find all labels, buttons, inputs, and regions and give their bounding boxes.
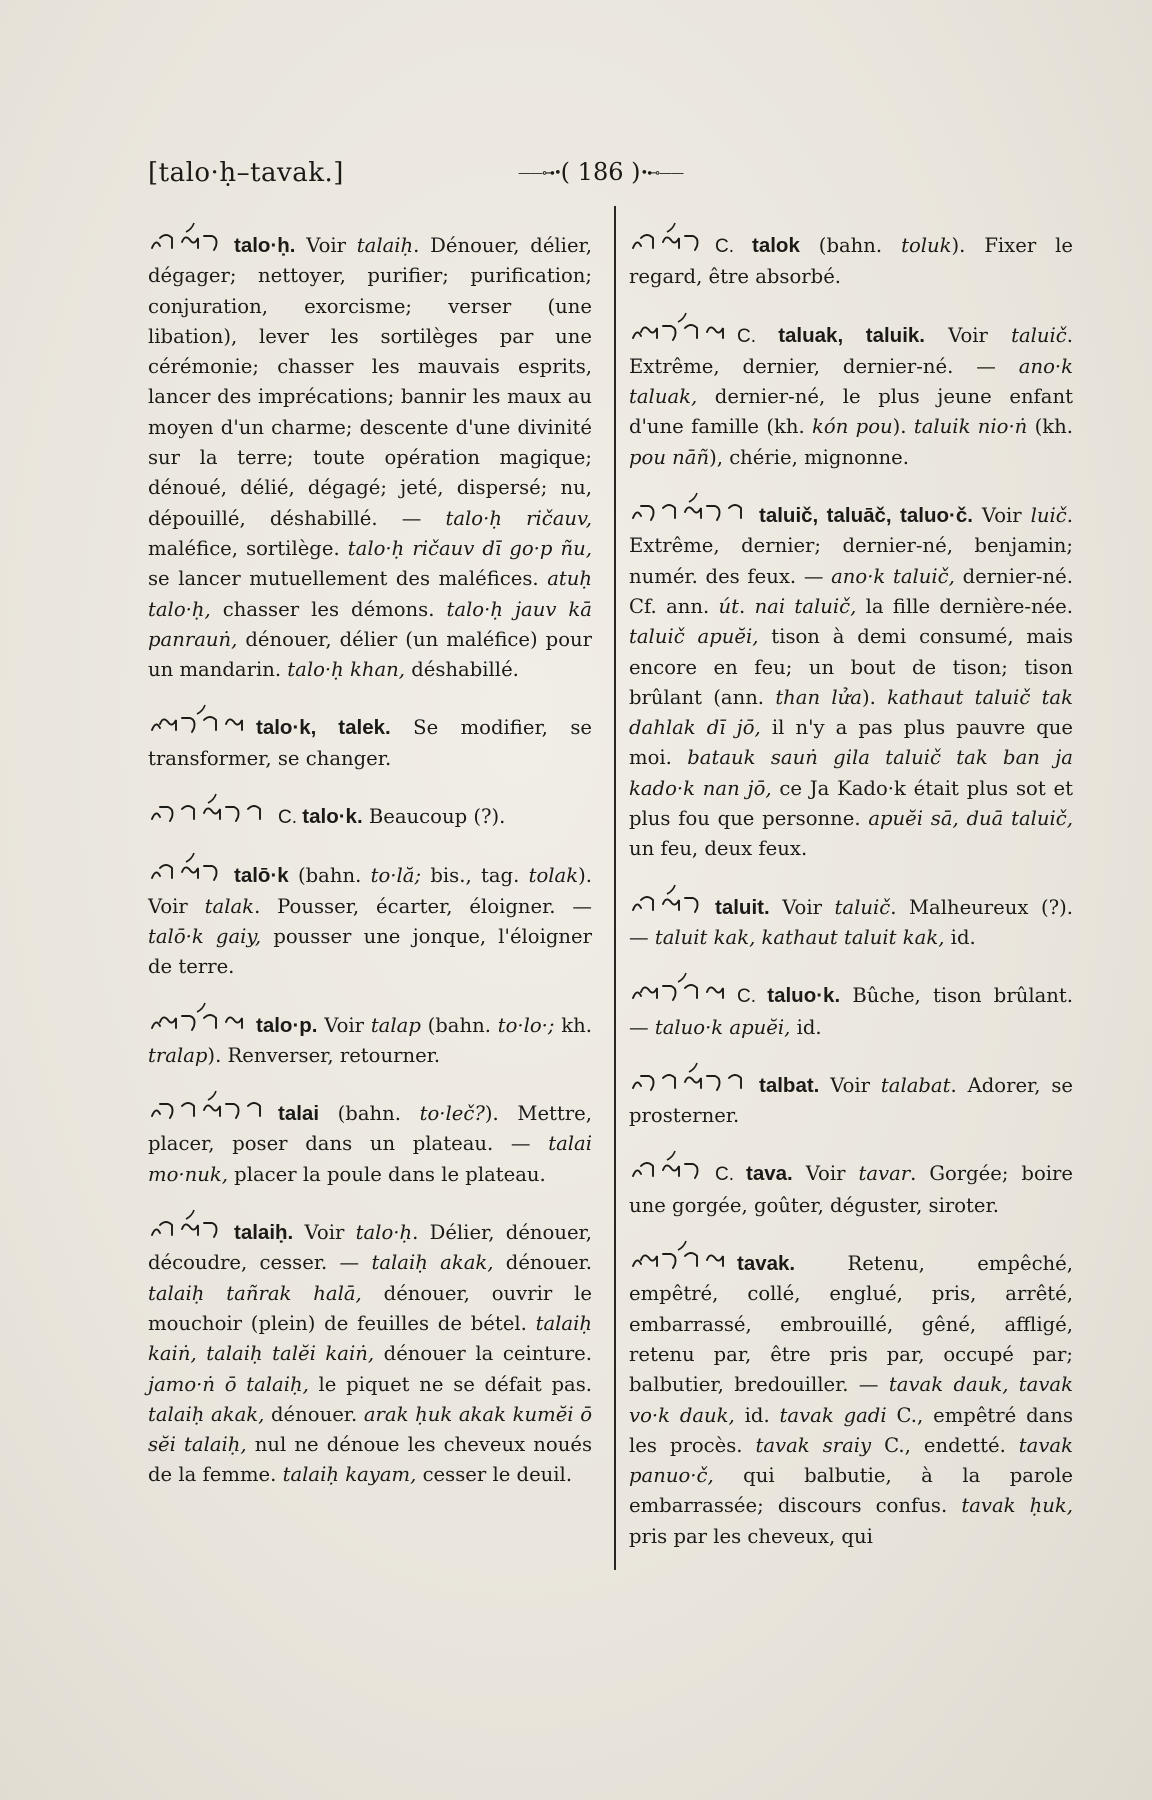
entry-definition: (bahn.: [288, 864, 371, 888]
dictionary-entry: [629, 1150, 1073, 1221]
entry-text: [629, 312, 1073, 473]
dictionary-entry: [629, 492, 1073, 865]
ornament-right-icon: •⊷——: [640, 166, 684, 181]
entry-definition: . Malheureux (?). —: [629, 895, 1073, 949]
entry-headword: tavak.: [737, 1252, 796, 1276]
entry-example: taluič apuĕi,: [629, 625, 759, 649]
dictionary-entry: [629, 1062, 1073, 1132]
entry-prefix: C.: [737, 325, 779, 347]
dictionary-entry: [148, 1002, 592, 1072]
entry-definition: id.: [944, 925, 976, 949]
entry-definition: ). Fixer le regard, être absorbé.: [629, 234, 1073, 289]
cham-script-icon: [629, 222, 705, 256]
entry-text: [629, 222, 1073, 293]
entry-definition: la fille dernière-née.: [856, 594, 1073, 618]
entry-example: út: [718, 594, 740, 618]
entry-example: talaiḥ tañrak halā,: [148, 1281, 362, 1305]
entry-headword: taluit.: [715, 895, 770, 919]
cham-script-icon: [629, 492, 749, 526]
entry-prefix: C.: [737, 986, 768, 1008]
page-header: [148, 158, 708, 198]
dictionary-entry: [148, 793, 592, 833]
entry-definition: (kh.: [1027, 415, 1074, 439]
entry-example: atuḥ talo·ḥ,: [148, 567, 592, 621]
entry-text: [148, 852, 592, 982]
page-number: 186: [577, 158, 624, 186]
entry-definition: le piquet ne se défait pas.: [308, 1372, 592, 1396]
entry-definition: chasser les démons.: [210, 597, 447, 621]
entry-text: [148, 704, 592, 774]
entry-text: [148, 1090, 592, 1190]
dictionary-entry: [148, 222, 592, 685]
entry-example: taluit kak, kathaut taluit kak,: [654, 925, 945, 949]
entry-definition: qui balbutie, à la parole embarrassée; discours confus.: [629, 1464, 1073, 1518]
dictionary-entry: [148, 1090, 592, 1190]
entry-example: pou nāñ: [629, 445, 710, 469]
entry-headword: talai: [278, 1102, 320, 1126]
entry-headword: talo·k, talek.: [256, 716, 391, 740]
entry-text: [629, 1240, 1073, 1552]
entry-definition: id.: [790, 1015, 822, 1039]
entry-definition: ). Renverser, retourner.: [207, 1043, 441, 1067]
entry-example: ano·k taluak,: [629, 354, 1073, 409]
entry-definition: . Dénouer, délier, dégager; nettoyer, purifier; purification; conjuration, exorcisme; verser (une libation), lever les sortilèges par une cérémonie; chasser les mauvais esprits, lancer des imprécations; bannir les maux au moyen d'un charme; descente d'une divinité sur la terre; toute opération magique; dénoué, délié, dégagé; jeté, dispersé; nu, dépouillé, déshabillé. —: [148, 234, 592, 530]
cham-script-icon: [629, 1150, 705, 1184]
entry-headword: talo·ḥ.: [234, 234, 296, 257]
entry-text: [148, 1002, 592, 1072]
dictionary-entry: [629, 972, 1073, 1043]
entry-headword: taluak, taluik.: [778, 323, 925, 347]
running-head: [talo·ḥ–tavak.]: [148, 158, 344, 188]
entry-example: nai taluič,: [754, 594, 857, 618]
column-divider: [614, 206, 616, 1570]
cham-script-icon: [629, 884, 705, 918]
entry-headword: talo·p.: [256, 1013, 318, 1037]
entry-definition: .: [739, 594, 755, 618]
entry-example: tavak sraiy: [755, 1433, 872, 1457]
entry-definition: Voir: [317, 1013, 371, 1037]
entry-example: tavak panuo·č,: [629, 1433, 1073, 1488]
entry-example: tralap: [148, 1043, 208, 1067]
cham-script-icon: [148, 222, 224, 256]
entry-example: taluič: [834, 895, 891, 919]
entry-example: apuĕi sā, duā taluič,: [868, 807, 1073, 831]
entry-definition: Retenu, empêché, empêtré, collé, englué, pris, arrêté, embarrassé, embrouillé, gêné, affligé, retenu par, être pris par, occupé par; balbutier, bredouiller. —: [629, 1252, 1073, 1397]
cham-script-icon: [629, 1062, 749, 1096]
entry-headword: talō·k: [234, 864, 289, 888]
entry-definition: Voir: [293, 1221, 356, 1245]
entry-example: than lửa: [775, 685, 862, 709]
entry-definition: (bahn.: [420, 1013, 498, 1037]
entry-definition: se lancer mutuellement des maléfices.: [148, 567, 548, 591]
entry-definition: . Extrême, dernier; dernier-né, benjamin; numér. des feux. —: [629, 504, 1073, 588]
entry-definition: dernier-né, le plus jeune enfant d'une famille (kh.: [629, 385, 1073, 439]
entry-definition: ).: [861, 685, 888, 709]
entry-example: taluik nio·ṅ: [913, 415, 1028, 439]
entry-example: jamo·ṅ ō talaiḥ,: [148, 1372, 309, 1396]
entry-example: talaiḥ kaiṅ, talaiḥ talĕi kaiṅ,: [148, 1311, 592, 1366]
entry-prefix: C.: [278, 807, 303, 829]
entry-example: talaiḥ akak,: [371, 1251, 494, 1275]
entry-text: [629, 1150, 1073, 1221]
entry-text: [629, 972, 1073, 1043]
entry-example: tavak dauk, tavak vo·k dauk,: [629, 1373, 1073, 1427]
entry-definition: Voir: [925, 323, 1012, 347]
entry-definition: cesser le deuil.: [416, 1463, 573, 1487]
cham-script-icon: [148, 704, 246, 738]
entry-definition: . Pousser, écarter, éloigner. —: [254, 894, 593, 918]
entry-definition: Beaucoup (?).: [362, 805, 506, 829]
dictionary-entry: [629, 312, 1073, 473]
entry-definition: dénouer la ceinture.: [374, 1342, 592, 1366]
entry-example: tavak ḥuk,: [961, 1494, 1073, 1518]
entry-definition: il n'y a pas plus pauvre que moi.: [629, 716, 1073, 770]
entry-definition: ). Mettre, placer, poser dans un plateau. —: [148, 1102, 592, 1156]
cham-script-icon: [629, 1240, 727, 1274]
entry-example: to·leč?: [419, 1102, 485, 1126]
entry-example: ano·k taluič,: [831, 564, 955, 588]
entry-example: taluo·k apuĕi,: [654, 1015, 791, 1039]
entry-text: [148, 1209, 592, 1491]
entry-example: to·lă;: [370, 864, 422, 888]
entry-definition: dénouer, délier (un maléfice) pour un mandarin.: [148, 627, 592, 682]
entry-definition: pousser une jonque, l'éloigner de terre.: [148, 924, 592, 979]
cham-script-icon: [148, 852, 224, 886]
entry-text: [148, 793, 592, 833]
cham-script-icon: [148, 1209, 224, 1243]
entry-example: taluič: [1011, 323, 1067, 347]
cham-script-icon: [148, 1090, 268, 1124]
entry-example: talo·ḥ khan,: [287, 658, 405, 682]
entry-text: [629, 884, 1073, 954]
dictionary-entry: [629, 222, 1073, 293]
entry-example: batauk sauṅ gila taluič tak ban ja kado·k nan jō,: [629, 746, 1073, 800]
page-number-line: ——⊶•( 186 )•⊷——: [518, 158, 684, 186]
ornament-left-icon: ——⊶•: [518, 166, 561, 181]
entry-definition: pris par les cheveux, qui: [629, 1524, 873, 1548]
entry-example: tavar: [858, 1162, 911, 1186]
entry-definition: dernier-né. Cf. ann.: [629, 564, 1073, 618]
entry-headword: talbat.: [759, 1073, 820, 1097]
dictionary-entry: [629, 1240, 1073, 1552]
dictionary-entry: [148, 1209, 592, 1491]
entry-definition: bis., tag.: [421, 864, 529, 888]
entry-headword: tava.: [746, 1162, 793, 1186]
right-column: [629, 222, 1073, 1571]
entry-example: talo·ḥ jauv kā panrauṅ,: [148, 597, 592, 651]
entry-definition: ce Ja Kado·k était plus sot et plus fou que personne.: [629, 776, 1073, 831]
entry-definition: (bahn.: [319, 1102, 420, 1126]
entry-definition: Voir: [819, 1073, 881, 1097]
entry-definition: C., endetté.: [871, 1433, 1019, 1457]
left-column: [148, 222, 592, 1510]
cham-script-icon: [148, 1002, 246, 1036]
entry-example: talō·k gaiy,: [148, 924, 262, 948]
entry-example: talai mo·nuk,: [148, 1132, 592, 1186]
entry-text: [148, 222, 592, 685]
entry-definition: Se modifier, se transformer, se changer.: [148, 716, 592, 770]
entry-example: tolak: [528, 864, 579, 888]
entry-definition: Bûche, tison brûlant. —: [629, 984, 1073, 1039]
entry-example: luič: [1030, 504, 1067, 528]
entry-definition: ), chérie, mignonne.: [709, 445, 909, 469]
entry-definition: tison à demi consumé, mais encore en feu; un bout de tison; tison brûlant (ann.: [629, 625, 1073, 709]
entry-text: [629, 492, 1073, 865]
entry-example: kathaut taluič tak dahlak dī jō,: [629, 685, 1073, 740]
entry-example: talaiḥ: [356, 234, 414, 257]
entry-example: tavak gadi: [779, 1403, 887, 1427]
entry-definition: Voir: [295, 234, 357, 257]
entry-definition: ). Voir: [148, 864, 592, 918]
entry-definition: dénouer.: [493, 1251, 592, 1275]
entry-definition: maléfice, sortilège.: [148, 536, 348, 560]
dictionary-entry: [629, 884, 1073, 954]
entry-prefix: C.: [715, 236, 752, 257]
cham-script-icon: [629, 312, 727, 346]
entry-definition: un feu, deux feux.: [629, 837, 808, 861]
entry-definition: . Adorer, se prosterner.: [629, 1073, 1073, 1128]
entry-headword: taluo·k.: [767, 984, 841, 1008]
entry-example: talo·ḥ ričauv,: [445, 506, 592, 530]
entry-example: talaiḥ akak,: [148, 1402, 265, 1426]
entry-definition: ).: [892, 415, 914, 439]
entry-headword: talok: [752, 234, 800, 257]
dictionary-entry: [148, 704, 592, 774]
entry-text: [629, 1062, 1073, 1132]
entry-definition: . Extrême, dernier, dernier-né. —: [629, 323, 1073, 378]
entry-example: talak: [204, 894, 255, 918]
entry-example: talo·ḥ ričauv dī go·p ñu,: [347, 536, 592, 560]
entry-example: toluk: [901, 234, 952, 257]
entry-example: kón pou: [812, 415, 893, 439]
entry-example: talo·ḥ: [355, 1221, 413, 1245]
cham-script-icon: [629, 972, 727, 1006]
dictionary-entry: [148, 852, 592, 982]
entry-definition: (bahn.: [799, 234, 902, 257]
entry-definition: kh.: [554, 1013, 592, 1037]
entry-headword: talo·k.: [302, 805, 363, 829]
entry-definition: dénouer, ouvrir le mouchoir (plein) de feuilles de bétel.: [148, 1281, 593, 1335]
entry-definition: placer la poule dans le plateau.: [227, 1162, 546, 1186]
entry-example: arak ḥuk akak kumĕi ō sĕi talaiḥ,: [148, 1402, 592, 1457]
entry-headword: talaiḥ.: [234, 1221, 294, 1245]
entry-definition: déshabillé.: [405, 658, 519, 682]
cham-script-icon: [148, 793, 268, 827]
entry-definition: . Gorgée; boire une gorgée, goûter, déguster, siroter.: [629, 1162, 1073, 1217]
entry-definition: Voir: [769, 895, 835, 919]
entry-headword: taluič, taluāč, taluo·č.: [759, 504, 973, 528]
entry-definition: C., empêtré dans les procès.: [629, 1403, 1074, 1457]
entry-definition: nul ne dénoue les cheveux noués de la femme.: [148, 1433, 592, 1487]
entry-definition: Voir: [972, 504, 1031, 528]
entry-example: talap: [370, 1013, 421, 1037]
entry-prefix: C.: [715, 1164, 747, 1186]
entry-definition: Voir: [792, 1162, 859, 1186]
entry-example: to·lo·;: [497, 1013, 555, 1037]
entry-definition: dénouer.: [264, 1402, 364, 1426]
entry-definition: id.: [734, 1403, 780, 1427]
entry-example: talabat: [880, 1073, 951, 1097]
entry-example: talaiḥ kayam,: [282, 1463, 417, 1487]
entry-definition: . Délier, dénouer, découdre, cesser. —: [148, 1221, 592, 1275]
